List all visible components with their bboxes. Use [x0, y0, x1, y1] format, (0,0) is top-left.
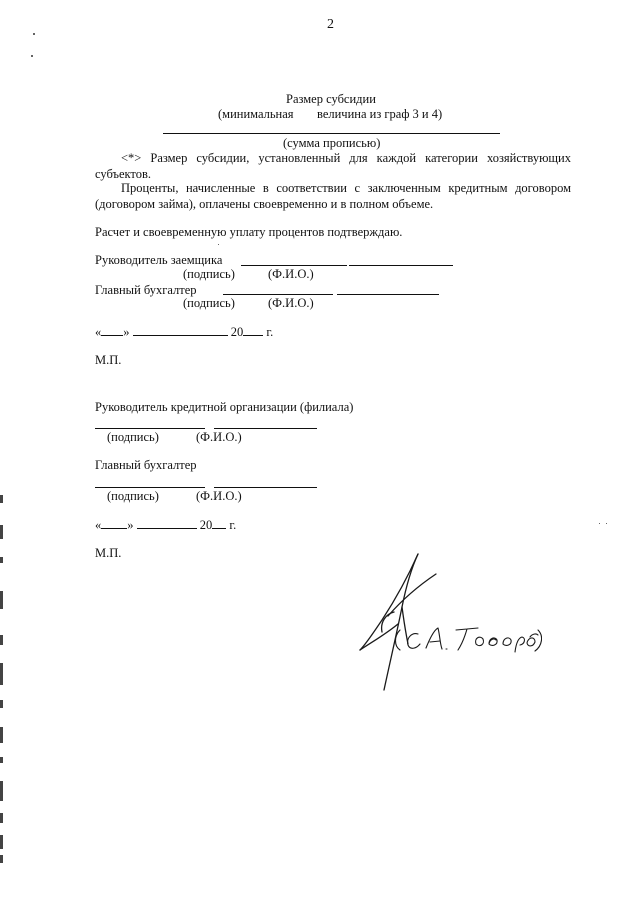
day-blank	[101, 325, 123, 336]
scan-speck	[33, 33, 35, 35]
credit-org-accountant-signature-caption: (подпись)	[107, 489, 159, 503]
interest-paragraph	[95, 180, 571, 212]
credit-org-head-name-line	[214, 428, 317, 429]
borrower-accountant-label: Главный бухгалтер	[95, 283, 197, 297]
borrower-head-signature-line	[241, 265, 347, 266]
scan-speck	[218, 244, 219, 245]
borrower-accountant-name-caption: (Ф.И.О.)	[268, 296, 314, 310]
interest-line-2: (договором займа), оплачены своевременно и в полном объеме.	[95, 197, 434, 211]
borrower-stamp-label: М.П.	[95, 353, 122, 367]
amount-words-caption: (сумма прописью)	[283, 136, 381, 150]
credit-org-head-signature-caption: (подпись)	[107, 430, 159, 444]
credit-org-head-label: Руководитель кредитной организации (филиала)	[95, 400, 354, 414]
scan-speck	[606, 523, 607, 524]
scan-speck	[599, 523, 600, 524]
credit-org-head-name-caption: (Ф.И.О.)	[196, 430, 242, 444]
scan-edge-marks	[0, 495, 4, 865]
borrower-date-line: « » 20 г.	[95, 325, 274, 339]
year-blank	[243, 325, 263, 336]
subsidy-subtitle-right: величина из граф 3 и 4)	[317, 107, 443, 121]
interest-line-1: Проценты, начисленные в соответствии с заключенным кредитным договором	[121, 181, 571, 195]
borrower-head-name-caption: (Ф.И.О.)	[268, 267, 314, 281]
month-blank	[137, 518, 197, 529]
year-blank	[212, 518, 226, 529]
borrower-accountant-name-line	[337, 294, 439, 295]
credit-org-date-line: « » 20 г.	[95, 518, 237, 532]
footnote-line-2: субъектов.	[95, 167, 152, 181]
credit-org-stamp-label: М.П.	[95, 546, 122, 560]
credit-org-accountant-label: Главный бухгалтер	[95, 458, 197, 472]
scan-speck	[31, 55, 33, 57]
page-number: 2	[327, 17, 334, 32]
borrower-head-signature-caption: (подпись)	[183, 267, 235, 281]
credit-org-accountant-name-line	[214, 487, 317, 488]
footnote-line-1: <*> Размер субсидии, установленный для каждой категории хозяйствующих	[121, 151, 571, 165]
borrower-accountant-signature-line	[223, 294, 333, 295]
credit-org-accountant-signature-line	[95, 487, 205, 488]
borrower-head-label: Руководитель заемщика	[95, 253, 223, 267]
subsidy-subtitle-left: (минимальная	[218, 107, 294, 121]
credit-org-accountant-name-caption: (Ф.И.О.)	[196, 489, 242, 503]
borrower-accountant-signature-caption: (подпись)	[183, 296, 235, 310]
confirmation-text: Расчет и своевременную уплату процентов подтверждаю.	[95, 225, 403, 239]
credit-org-head-signature-line	[95, 428, 205, 429]
borrower-head-name-line	[349, 265, 453, 266]
amount-words-line	[163, 133, 500, 134]
handwritten-signature	[352, 552, 542, 697]
month-blank	[133, 325, 228, 336]
day-blank	[101, 518, 127, 529]
subsidy-title: Размер субсидии	[286, 92, 376, 106]
footnote-paragraph	[95, 150, 571, 182]
